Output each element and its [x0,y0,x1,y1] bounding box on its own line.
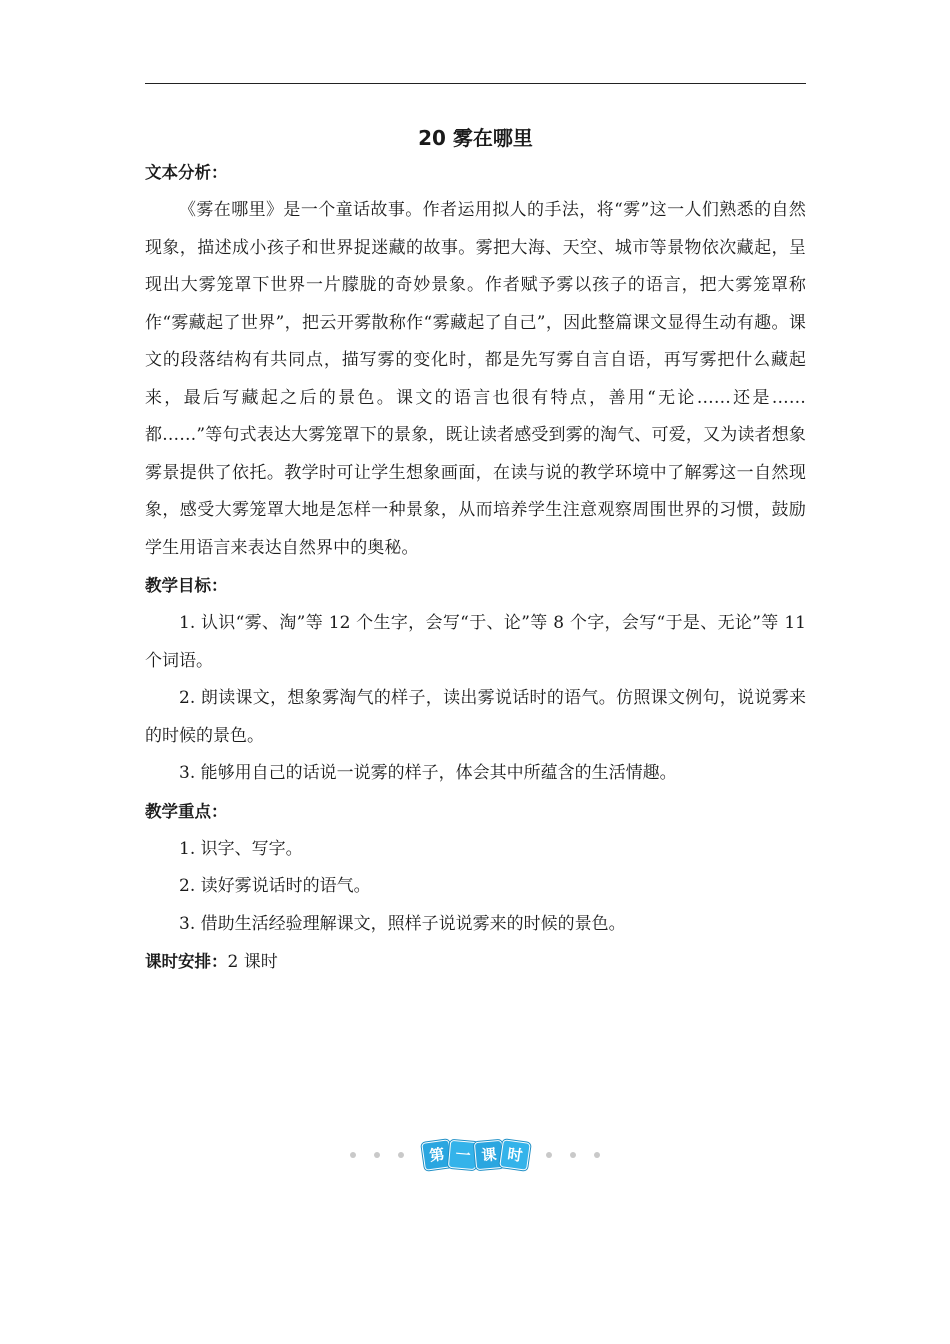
lesson-badge-row [0,1140,950,1170]
decorative-dot [398,1152,404,1158]
focus-item: 3. 借助生活经验理解课文，照样子说说雾来的时候的景色。 [179,913,626,934]
focus-item: 2. 读好雾说话时的语气。 [179,876,371,896]
focus-item: 1. 识字、写字。 [179,838,303,859]
page-title: 20 雾在哪里 [418,126,533,150]
header-rule [145,83,806,84]
schedule-heading: 课时安排： [145,952,228,971]
focus-heading: 教学重点： [145,801,228,821]
decorative-dot [570,1152,576,1158]
goals-heading: 教学目标： [145,576,228,595]
badge-char: 一 [448,1140,478,1170]
badge-char: 时 [499,1139,531,1171]
badge-char: 课 [474,1140,504,1170]
goal-item: 3. 能够用自己的话说一说雾的样子，体会其中所蕴含的生活情趣。 [179,763,677,783]
document-body [145,122,806,981]
lesson-badge [423,1141,527,1169]
analysis-heading: 文本分析： [145,163,228,182]
goal-item: 2. 朗读课文，想象雾淘气的样子，读出雾说话时的语气。仿照课文例句，说说雾来的时候的景色。 [145,688,806,746]
badge-char: 第 [421,1139,453,1171]
decorative-dot [374,1152,380,1158]
decorative-dot [546,1152,552,1158]
schedule-value: 2 课时 [227,952,278,972]
decorative-dot [350,1152,356,1158]
decorative-dot [594,1152,600,1158]
schedule-line [145,943,806,981]
goal-item: 1. 认识“雾、淘”等 12 个生字，会写“于、论”等 8 个字，会写“于是、无论”等 11 个词语。 [145,613,806,671]
analysis-paragraph: 《雾在哪里》是一个童话故事。作者运用拟人的手法，将“雾”这一人们熟悉的自然现象，描述成小孩子和世界捉迷藏的故事。雾把大海、天空、城市等景物依次藏起，呈现出大雾笼罩下世界一片朦胧的奇妙景象。作者赋予雾以孩子的语言，把大雾笼罩称作“雾藏起了世界”，把云开雾散称作“雾藏起了自己”，因此整篇课文显得生动有趣。课文的段落结构有共同点，描写雾的变化时，都是先写雾自言自语，再写雾把什么藏起来，最后写藏起之后的景色。课文的语言也很有特点，善用“无论……还是……都……”等句式表达大雾笼罩下的景象，既让读者感受到雾的淘气、可爱，又为读者想象雾景提供了依托。教学时可让学生想象画面，在读与说的教学环境中了解雾这一自然现象，感受大雾笼罩大地是怎样一种景象，从而培养学生注意观察周围世界的习惯，鼓励学生用语言来表达自然界中的奥秘。 [145,200,806,558]
